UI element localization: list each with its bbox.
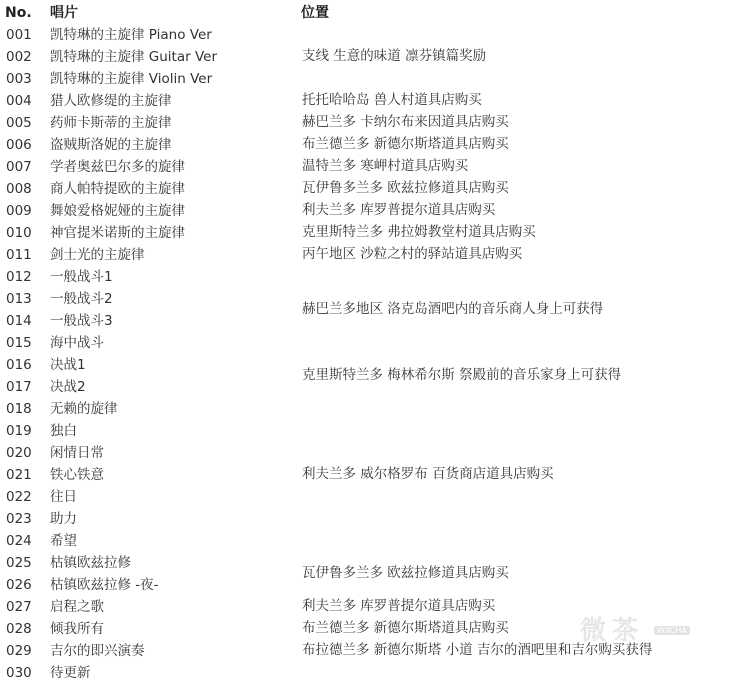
- row-record: 凯特琳的主旋律 Piano Ver: [50, 27, 212, 43]
- row-number: 004: [6, 93, 32, 109]
- location-text: 瓦伊鲁多兰多 欧兹拉修道具店购买: [302, 565, 509, 581]
- row-number: 001: [6, 27, 32, 43]
- row-number: 007: [6, 159, 32, 175]
- row-record: 待更新: [50, 665, 91, 681]
- row-record: 一般战斗2: [50, 291, 113, 307]
- watermark-logo: 微茶: [580, 616, 645, 646]
- row-number: 009: [6, 203, 32, 219]
- row-number: 003: [6, 71, 32, 87]
- row-number: 006: [6, 137, 32, 153]
- row-number: 011: [6, 247, 32, 263]
- row-number: 022: [6, 489, 32, 505]
- location-text: 布兰德兰多 新德尔斯塔道具店购买: [302, 620, 509, 636]
- row-record: 药师卡斯蒂的主旋律: [50, 115, 172, 131]
- header-location: 位置: [301, 5, 329, 21]
- row-number: 026: [6, 577, 32, 593]
- row-record: 剑士光的主旋律: [50, 247, 145, 263]
- row-record: 希望: [50, 533, 77, 549]
- row-number: 010: [6, 225, 32, 241]
- row-number: 027: [6, 599, 32, 615]
- row-record: 决战2: [50, 379, 86, 395]
- header-no: No.: [5, 5, 32, 21]
- location-text: 瓦伊鲁多兰多 欧兹拉修道具店购买: [302, 180, 509, 196]
- row-record: 启程之歌: [50, 599, 104, 615]
- watermark-badge: WXCHA: [654, 626, 690, 635]
- row-record: 决战1: [50, 357, 86, 373]
- row-number: 016: [6, 357, 32, 373]
- row-number: 018: [6, 401, 32, 417]
- row-record: 商人帕特提欧的主旋律: [50, 181, 185, 197]
- row-number: 008: [6, 181, 32, 197]
- row-number: 005: [6, 115, 32, 131]
- location-text: 布兰德兰多 新德尔斯塔道具店购买: [302, 136, 509, 152]
- location-text: 赫巴兰多地区 洛克岛酒吧内的音乐商人身上可获得: [302, 301, 604, 317]
- location-text: 支线 生意的味道 凛芬镇篇奖励: [302, 48, 487, 64]
- row-record: 闲情日常: [50, 445, 104, 461]
- location-text: 托托哈哈岛 兽人村道具店购买: [302, 92, 482, 108]
- location-text: 利夫兰多 威尔格罗布 百货商店道具店购买: [302, 466, 554, 482]
- row-record: 枯镇欧兹拉修 -夜-: [50, 577, 159, 593]
- location-text: 利夫兰多 库罗普提尔道具店购买: [302, 202, 496, 218]
- row-number: 029: [6, 643, 32, 659]
- row-record: 独白: [50, 423, 77, 439]
- row-number: 024: [6, 533, 32, 549]
- row-number: 002: [6, 49, 32, 65]
- row-number: 030: [6, 665, 32, 681]
- row-number: 015: [6, 335, 32, 351]
- row-record: 助力: [50, 511, 77, 527]
- row-record: 一般战斗3: [50, 313, 113, 329]
- row-record: 舞娘爱格妮娅的主旋律: [50, 203, 185, 219]
- row-number: 014: [6, 313, 32, 329]
- row-record: 学者奥兹巴尔多的旋律: [50, 159, 185, 175]
- row-record: 倾我所有: [50, 621, 104, 637]
- row-record: 凯特琳的主旋律 Violin Ver: [50, 71, 213, 87]
- row-number: 012: [6, 269, 32, 285]
- location-text: 克里斯特兰多 梅林希尔斯 祭殿前的音乐家身上可获得: [302, 367, 622, 383]
- row-record: 无赖的旋律: [50, 401, 118, 417]
- row-number: 023: [6, 511, 32, 527]
- row-number: 028: [6, 621, 32, 637]
- row-number: 025: [6, 555, 32, 571]
- location-text: 布拉德兰多 新德尔斯塔 小道 吉尔的酒吧里和吉尔购买获得: [302, 642, 653, 658]
- location-text: 温特兰多 寒岬村道具店购买: [302, 158, 469, 174]
- location-text: 丙午地区 沙粒之村的驿站道具店购买: [302, 246, 523, 262]
- row-record: 海中战斗: [50, 335, 104, 351]
- row-record: 凯特琳的主旋律 Guitar Ver: [50, 49, 218, 65]
- row-record: 吉尔的即兴演奏: [50, 643, 145, 659]
- row-record: 往日: [50, 489, 77, 505]
- location-text: 赫巴兰多 卡纳尔布来因道具店购买: [302, 114, 509, 130]
- row-record: 枯镇欧兹拉修: [50, 555, 131, 571]
- row-record: 神官提米诺斯的主旋律: [50, 225, 185, 241]
- row-number: 021: [6, 467, 32, 483]
- row-record: 铁心铁意: [50, 467, 104, 483]
- row-number: 013: [6, 291, 32, 307]
- header-record: 唱片: [50, 5, 78, 21]
- row-number: 017: [6, 379, 32, 395]
- row-number: 019: [6, 423, 32, 439]
- row-number: 020: [6, 445, 32, 461]
- location-text: 克里斯特兰多 弗拉姆教堂村道具店购买: [302, 224, 536, 240]
- row-record: 一般战斗1: [50, 269, 113, 285]
- location-text: 利夫兰多 库罗普提尔道具店购买: [302, 598, 496, 614]
- row-record: 猎人欧修缇的主旋律: [50, 93, 172, 109]
- row-record: 盗贼斯洛妮的主旋律: [50, 137, 172, 153]
